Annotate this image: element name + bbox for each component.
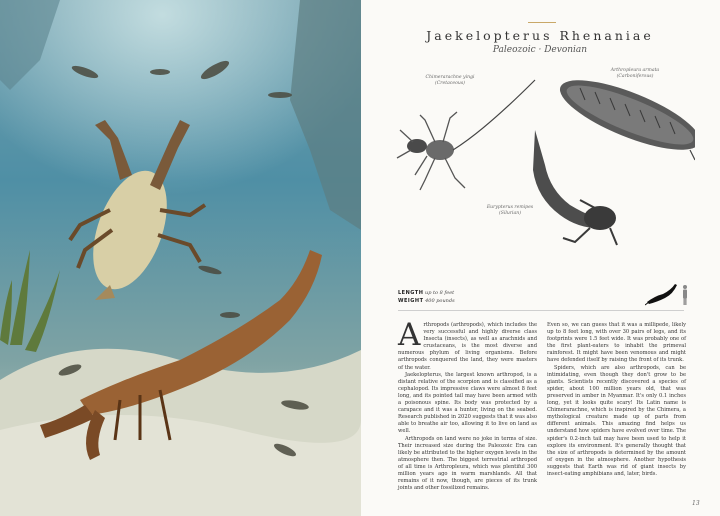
arthropleura-illustration (552, 70, 695, 163)
title-ornament-rule (528, 22, 556, 23)
size-comparison-icon (645, 282, 693, 306)
article-column-2: Even so, we can guess that it was a millipede, likely up to 8 feet long, with over 30 pairs of legs, and its footprints were 1.5 feet wide. It was probably one of the first plant-eaters to inhabit the primeval rainforest. It might have been venomous and might have defended itself by raising the front of its trunk. Spiders, which are also arthropods, can be intimidating, even though they don't grow to be giants. Scientists recently discovered a species of spider, about 100 million years old, that was preserved in amber in Myanmar. It's only 0.1 inches long, yet it looks quite scary! Its Latin name is Chimerarachne, which is inspired by the Chimera, a mythological creature made up of parts from different animals. This amazing find helps us understand how spiders have evolved over time. The spider's 0.2-inch tail may have been used to help it explore its environment. It's generally thought that the size of arthropods is determined by the amount of oxygen in the atmosphere. Another hypothesis suggests that Earth was rid of giant insects by insect-eating amphibians and, later, birds. (547, 322, 686, 477)
caption-chimerarachne: Chimerarachne yingi (Cretaceous) (425, 75, 475, 86)
eurypterus-illustration (533, 130, 617, 245)
article-column-1: Arthropods (arthropods), which includes the very successful and highly diverse class Insecta (insects), as well as arachnids and crustaceans, is the most diverse and numerous phylum of living organisms. Before arthropods conquered the land, they were masters of the water. Jaekelopterus, the largest known arthropod, is a distant relative of the scorpion and is classified as a cephalopod. Its impressive claws were almost 8 feet long, and its pointed tail may have been armed with a poisonous spine. Its body was protected by a carapace and it was a hunter, living on the seabed. Research published in 2020 suggests that it was also able to breathe air too, allowing it to live on land as well. Arthropods on land were no joke in terms of size. Their increased size during the Paleozoic Era can likely be attributed to the higher oxygen levels in the atmosphere then. The biggest terrestrial arthropod of all time is Arthropleura, which was plentiful 300 million years ago in warm marshlands. All that remains of it now, though, are pieces of its trunk joints and other fossilized remains. (398, 317, 537, 492)
caption-arthropleura: Arthropleura armata (Carboniferous) (610, 68, 660, 79)
chimerarachne-illustration (397, 80, 535, 190)
page-subtitle: Paleozoic · Devonian (492, 45, 588, 55)
drop-cap: A (398, 317, 421, 353)
caption-eurypterus: Eurypterus remipes (Silurian) (486, 205, 534, 216)
specimen-plate-illustration (395, 70, 695, 270)
size-stats: LENGTH up to 8 feet WEIGHT 400 pounds (398, 290, 455, 304)
page-title: Jaekelopterus Rhenaniae (426, 28, 654, 43)
section-divider (398, 310, 684, 311)
page-number: 13 (692, 500, 700, 507)
